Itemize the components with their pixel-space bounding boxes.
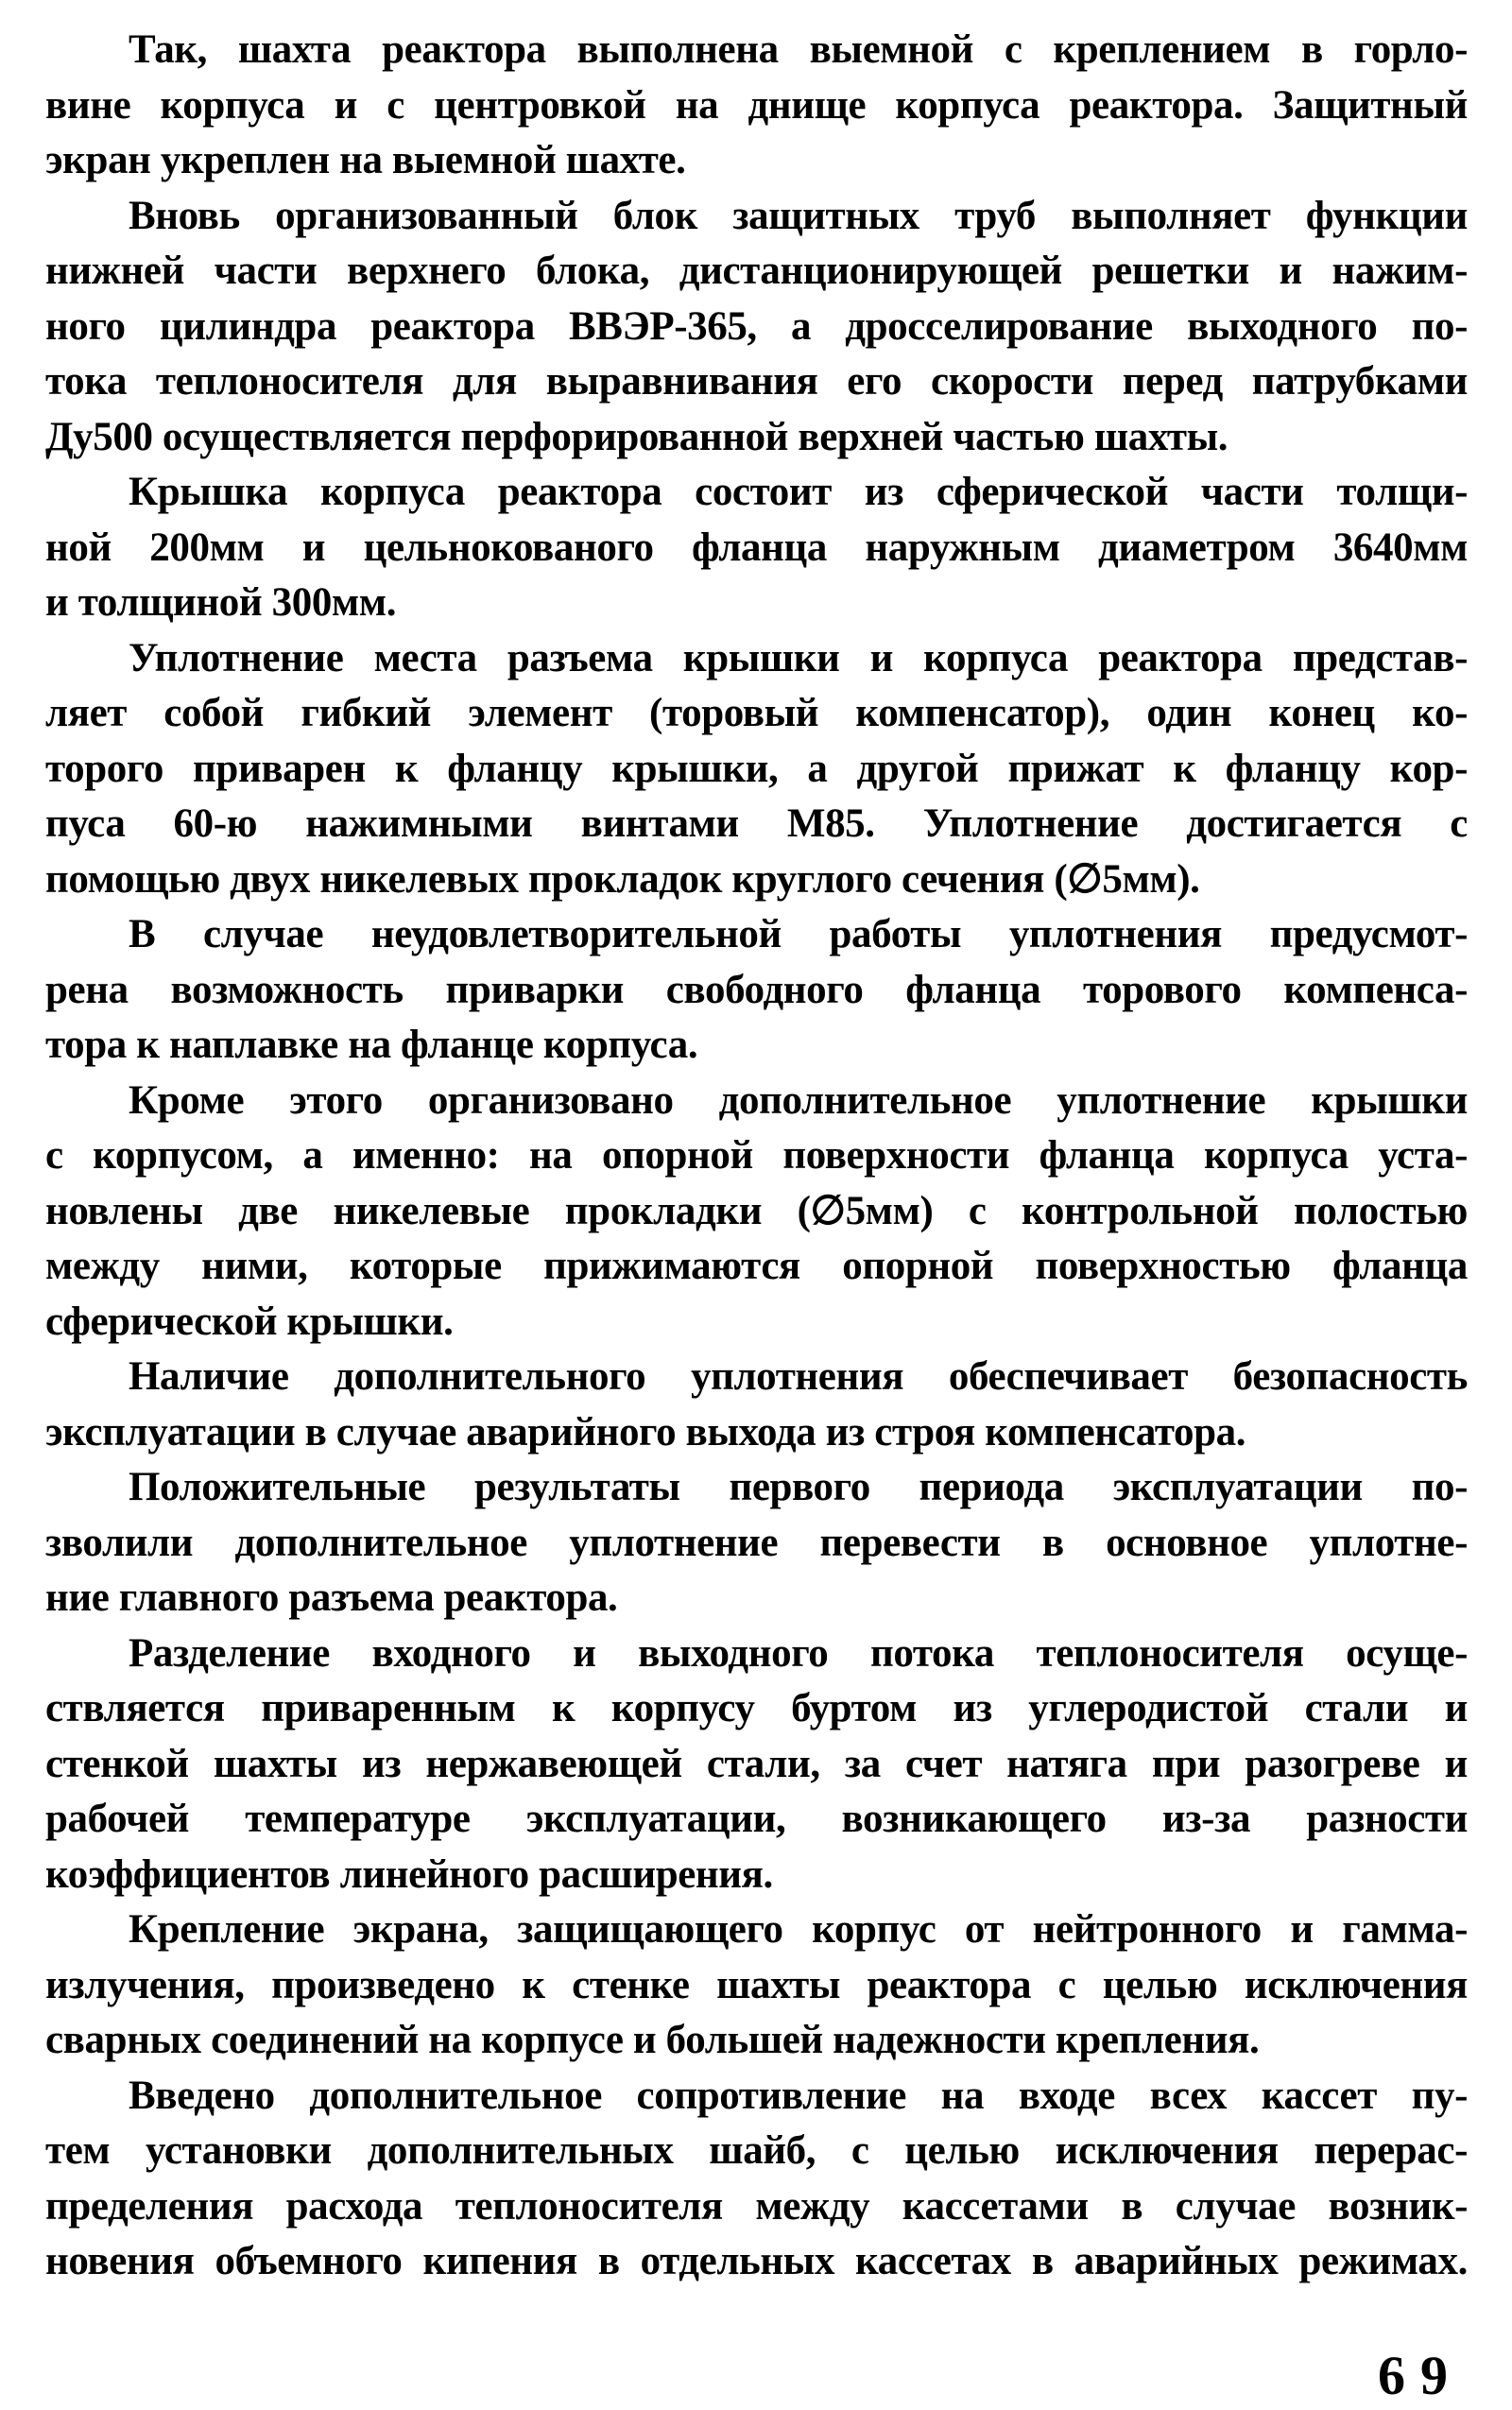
text-line: ного цилиндра реактора ВВЭР-365, а дросселирование выходного по- — [45, 303, 1468, 349]
text-line: между ними, которые прижимаются опорной поверхностью фланца — [45, 1244, 1468, 1288]
text-line: стенкой шахты из нержавеющей стали, за счет натяга при разогреве и — [45, 1741, 1468, 1786]
text-line: помощью двух никелевых прокладок круглого сечения (∅5мм). — [45, 856, 1200, 902]
text-line: рабочей температуре эксплуатации, возникающего из-за разности — [45, 1797, 1468, 1841]
text-line: зволили дополнительное уплотнение перевести в основное уплотне- — [45, 1520, 1468, 1565]
text-line: новения объемного кипения в отдельных кассетах в аварийных режимах. — [45, 2239, 1468, 2283]
text-line: пуса 60-ю нажимными винтами М85. Уплотнение достигается с — [45, 801, 1468, 846]
text-line: коэффициентов линейного расширения. — [45, 1851, 773, 1897]
text-line: Кроме этого организовано дополнительное уплотнение крышки — [129, 1077, 1468, 1123]
text-line: излучения, произведено к стенке шахты реактора с целью исключения — [45, 1962, 1468, 2007]
text-line: Крепление экрана, защищающего корпус от нейтронного и гамма- — [129, 1907, 1468, 1952]
text-line: торого приварен к фланцу крышки, а другой прижат к фланцу кор- — [45, 746, 1468, 791]
text-line: ляет собой гибкий элемент (торовый компенсатор), один конец ко- — [45, 691, 1468, 735]
page-number: 69 — [1378, 2345, 1463, 2406]
text-line: рена возможность приварки свободного фланца торового компенса- — [45, 967, 1468, 1012]
text-line: эксплуатации в случае аварийного выхода из строя компенсатора. — [45, 1409, 1246, 1455]
text-line: Наличие дополнительного уплотнения обеспечивает безопасность — [129, 1354, 1468, 1399]
text-line: Крышка корпуса реактора состоит из сферической части толщи- — [129, 470, 1468, 514]
text-line: сферической крышки. — [45, 1299, 454, 1344]
text-line: с корпусом, а именно: на опорной поверхности фланца корпуса уста- — [45, 1133, 1468, 1178]
text-line: В случае неудовлетворительной работы уплотнения предусмот- — [129, 912, 1468, 956]
text-line: Разделение входного и выходного потока теплоносителя осуще- — [129, 1630, 1468, 1676]
text-line: Ду500 осуществляется перфорированной верхней частью шахты. — [45, 414, 1228, 459]
text-line: сварных соединений на корпусе и большей надежности крепления. — [45, 2018, 1260, 2062]
text-line: Уплотнение места разъема крышки и корпуса реактора представ- — [129, 635, 1468, 680]
text-line: тока теплоносителя для выравнивания его скорости перед патрубками — [45, 359, 1468, 404]
text-line: вине корпуса и с центровкой на днище корпуса реактора. Защитный — [45, 82, 1468, 128]
text-line: Так, шахта реактора выполнена выемной с креплением в горло- — [129, 27, 1468, 72]
text-line: ствляется приваренным к корпусу буртом из углеродистой стали и — [45, 1686, 1468, 1730]
text-line: Положительные результаты первого периода эксплуатации по- — [129, 1465, 1468, 1509]
text-line: тем установки дополнительных шайб, с целью исключения перерас- — [45, 2128, 1468, 2173]
text-line: тора к наплавке на фланце корпуса. — [45, 1023, 698, 1067]
text-line: новлены две никелевые прокладки (∅5мм) с контрольной полостью — [45, 1188, 1468, 1233]
text-line: экран укреплен на выемной шахте. — [45, 138, 686, 182]
text-line: и толщиной 300мм. — [45, 580, 397, 625]
text-line: пределения расхода теплоносителя между кассетами в случае возник- — [45, 2183, 1468, 2229]
page-text — [45, 23, 1468, 2290]
text-line: ние главного разъема реактора. — [45, 1575, 618, 1620]
text-line: Введено дополнительное сопротивление на входе всех кассет пу- — [129, 2073, 1468, 2118]
text-line: ной 200мм и цельнокованого фланца наружным диаметром 3640мм — [45, 525, 1468, 570]
text-line: нижней части верхнего блока, дистанционирующей решетки и нажим- — [45, 249, 1468, 293]
text-line: Вновь организованный блок защитных труб выполняет функции — [129, 193, 1468, 238]
